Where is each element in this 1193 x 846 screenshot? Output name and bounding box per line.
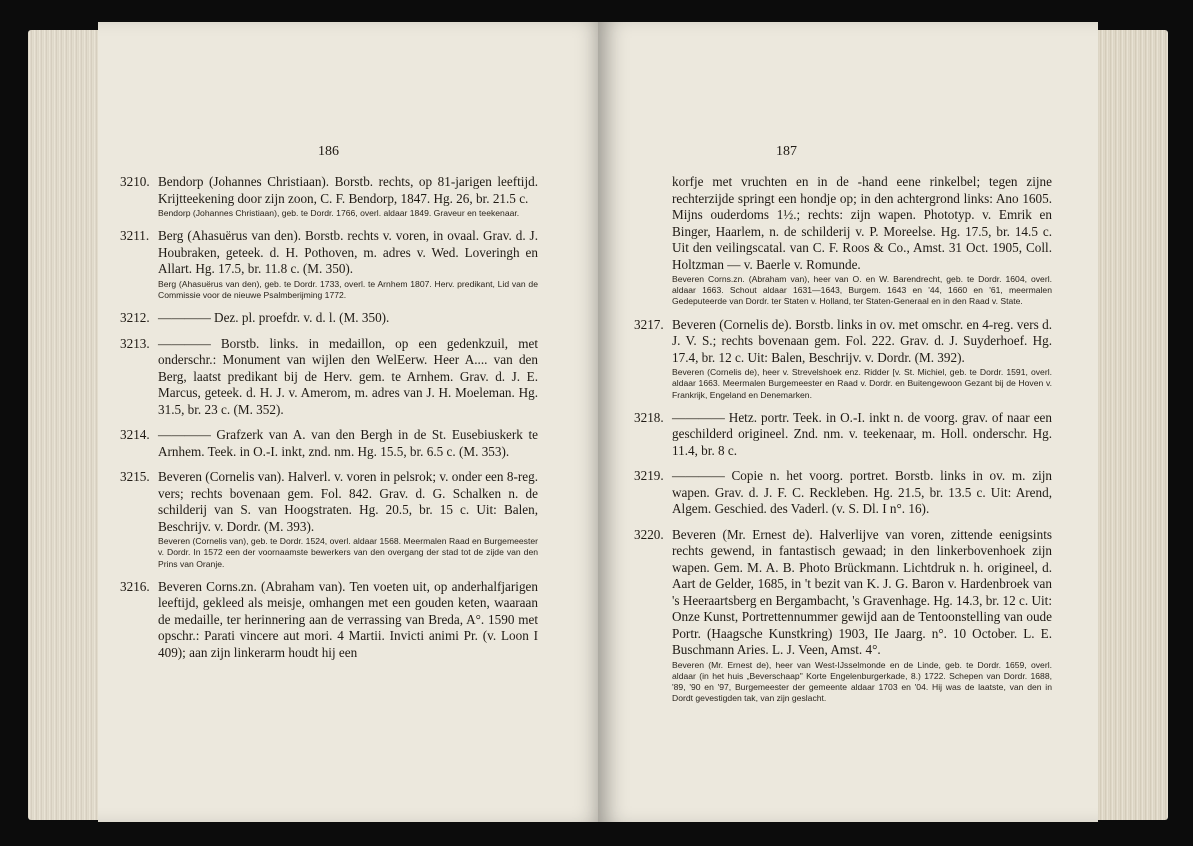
continuation-text: korfje met vruchten en in de -hand eene rinkelbel; tegen zijne rechterzijde springt een hondje op; in den achtergrond links: Ano 1605. Mijns ouderdoms 1½.; rechts: zijn wapen. Phototyp. v. Emrik en Binger, Haarlem, n. de schilderij v. P. Moreelse. Hg. 17.5, br. 14.5 c. Uit den veilingscatal. van C. F. Roos & Co., Amst. 31 Oct. 1905, Coll. Holtzman — v. Baerle v. Romunde. xyxy=(672,174,1052,272)
catalog-entry xyxy=(120,228,538,301)
entry-text: Berg (Ahasuërus van den). Borstb. rechts v. voren, in ovaal. Grav. d. J. Houbraken, geteek. d. H. Pothoven, m. adres v. Wed. Loveringh en Allart. Hg. 17.5, br. 11.8 c. (M. 350). xyxy=(158,228,538,277)
entry-note: Beveren (Mr. Ernest de), heer van West-IJsselmonde en de Linde, geb. te Dordr. 1659, overl. aldaar (in het huis „Beverschaap" Korte Engelenburgerkade, 8.) 1722. Schepen van Dordr. 1688, '89, '90 en '97, Burgemeester der gemeente aldaar 1703 en '04. Hij was de laatste, van den in Dordt gevestigden tak, van zijn geslacht. xyxy=(672,659,1052,704)
open-book xyxy=(28,12,1168,832)
left-page xyxy=(98,22,606,822)
entry-body xyxy=(672,468,1052,518)
right-page xyxy=(598,22,1098,822)
catalog-entry xyxy=(120,310,538,327)
page-number-right: 187 xyxy=(776,144,797,159)
entry-note: Bendorp (Johannes Christiaan), geb. te Dordr. 1766, overl. aldaar 1849. Graveur en teekenaar. xyxy=(158,208,520,218)
catalog-entry xyxy=(120,336,538,419)
entry-number: 3210. xyxy=(120,174,150,189)
catalog-entry xyxy=(634,410,1052,460)
entry-note: Berg (Ahasuërus van den), geb. te Dordr. 1733, overl. te Arnhem 1807. Herv. predikant, Lid van de Commissie voor de nieuwe Psalmberijming 1772. xyxy=(158,278,538,300)
entry-text: ———— Hetz. portr. Teek. in O.-I. inkt n. de voorg. grav. of naar een geschilderd origineel. Znd. nm. v. teekenaar, m. Holl. onderschr. Hg. 11.4, br. 8 c. xyxy=(672,409,1052,458)
left-column xyxy=(120,174,538,670)
entry-body xyxy=(158,228,538,301)
entry-text: ———— Borstb. links. in medaillon, op een gedenkzuil, met onderschr.: Monument van wijlen den WelEerw. Heer A.... van den Berg, laatst predikant bij de Herv. gem. te Arnhem. Grav. d. J. E. Marcus, geteek. d. H. J. v. Amerom, m. adres van J. H. Moeleman. Hg. 31.5, br. 23 c. (M. 352). xyxy=(158,335,538,417)
entry-number: 3219. xyxy=(634,468,664,484)
entry-number: 3220. xyxy=(634,526,664,542)
entry-text: Beveren Corns.zn. (Abraham van). Ten voeten uit, op anderhalfjarigen leeftijd, gekleed als meisje, omhangen met een gouden keten, waaraan de medaille, ter herinnering aan de verrassing van Breda, A°. 1590 met opschr.: Parati vincere aut mori. 4 Martii. Invicti animi Pr. (v. Loon I 409); aan zijn linkerarm houdt hij een xyxy=(158,578,538,660)
entry-body xyxy=(158,174,538,219)
catalog-entry xyxy=(634,468,1052,518)
entry-body xyxy=(158,427,538,460)
entry-number: 3218. xyxy=(634,409,664,425)
entry-body xyxy=(158,336,538,419)
right-column xyxy=(634,174,1052,714)
catalog-entry xyxy=(634,317,1052,401)
catalog-entry xyxy=(120,469,538,570)
entry-text: ———— Dez. pl. proefdr. v. d. l. (M. 350). xyxy=(158,310,390,326)
continuation-block xyxy=(672,174,1052,308)
entry-note: Beveren (Cornelis van), geb. te Dordr. 1524, overl. aldaar 1568. Meermalen Raad en Burgemeester v. Dordr. In 1572 een der voornaamste bewerkers van den overgang der stad tot de zijde van den Prins van Oranje. xyxy=(158,536,538,569)
catalog-entry xyxy=(120,427,538,460)
entry-number: 3213. xyxy=(120,335,150,351)
entry-note: Beveren (Cornelis de), heer v. Strevelshoek enz. Ridder [v. St. Michiel, geb. te Dordr. 1591, overl. aldaar 1663. Meermalen Burgemeester en Raad v. Dordr. en Buitengewoon Gezant bij de Hoven v. Frankrijk, Engeland en Denemarken. xyxy=(672,367,1052,400)
continuation-note: Beveren Corns.zn. (Abraham van), heer van O. en W. Barendrecht, geb. te Dordr. 1604, overl. aldaar 1663. Schout aldaar 1631—1643, Burgem. 1643 en '44, 1660 en '61, meermalen Gedeputeerde van Dordr. ter Staten v. Holland, ter Staten-Generaal en in den Raad v. State. xyxy=(672,274,1052,307)
entry-text: Beveren (Cornelis de). Borstb. links in ov. met omschr. en 4-reg. vers d. J. V. S.; rechts bovenaan gem. Fol. 222. Grav. d. J. Suyderhoef. Hg. 17.4, br. 12 c. Uit: Balen, Beschrijv. v. Dordr. (M. 392). xyxy=(672,316,1052,365)
page-edges-right xyxy=(1094,30,1168,820)
entry-number: 3214. xyxy=(120,427,150,443)
entry-number: 3211. xyxy=(120,228,150,244)
entry-body xyxy=(158,310,538,327)
entry-body xyxy=(158,579,538,662)
entry-number: 3216. xyxy=(120,578,150,594)
entry-text: ———— Grafzerk van A. van den Bergh in de St. Eusebiuskerk te Arnhem. Teek. in O.-I. inkt, znd. nm. Hg. 15.5, br. 6.5 c. (M. 353). xyxy=(158,427,538,459)
entry-body xyxy=(158,469,538,570)
entry-text: Beveren (Cornelis van). Halverl. v. voren in pelsrok; v. onder een 8-reg. vers; rechts bovenaan gem. Fol. 842. Grav. d. G. Schalken n. de schilderij van S. van Hoogstraten. Hg. 20.5, br. 15 c. Uit: Balen, Beschrijv. v. Dordr. (M. 393). xyxy=(158,469,538,534)
catalog-entry xyxy=(634,527,1052,705)
entry-number: 3215. xyxy=(120,469,150,485)
entry-text: ———— Copie n. het voorg. portret. Borstb. links in ov. m. zijn wapen. Grav. d. J. F. C. Reckleben. Hg. 21.5, br. 13.5 c. Uit: Arend, Algem. Geschied. des Vaderl. (v. S. Dl. I n°. 16). xyxy=(672,468,1052,517)
page-number-left: 186 xyxy=(318,144,339,159)
entry-number: 3212. xyxy=(120,310,150,326)
entry-number: 3217. xyxy=(634,316,664,332)
entry-text: Bendorp (Johannes Christiaan). Borstb. rechts, op 81-jarigen leeftijd. Krijtteekening door zijn zoon, C. F. Bendorp, 1847. Hg. 26, br. 21.5 c. xyxy=(158,174,538,206)
entry-body xyxy=(672,527,1052,705)
catalog-entry xyxy=(120,579,538,662)
entry-body xyxy=(672,317,1052,401)
entry-text: Beveren (Mr. Ernest de). Halverlijve van voren, zittende eenigsints rechts gewend, in fantastisch gewaad; in den linkerbovenhoek zijn wapen. Gem. M. A. B. Photo Brückmann. Lichtdruk n. h. origineel, d. Aart de Gelder, 1685, in 't bezit van K. J. G. Baron v. Hardenbroek van 's Heeraartsberg en Bergambacht, 's Gravenhage. Hg. 14.3, br. 12 c. Uit: Onze Kunst, Portrettennummer gewijd aan de Tentoonstelling van oude Portr. (Haagsche Kunstkring) 1903, IIe Jaarg. n°. 10 October. L. E. Buschmann Aries. L. J. Veen, Amst. 4°. xyxy=(672,526,1052,658)
catalog-entry xyxy=(120,174,538,219)
entry-body xyxy=(672,410,1052,460)
